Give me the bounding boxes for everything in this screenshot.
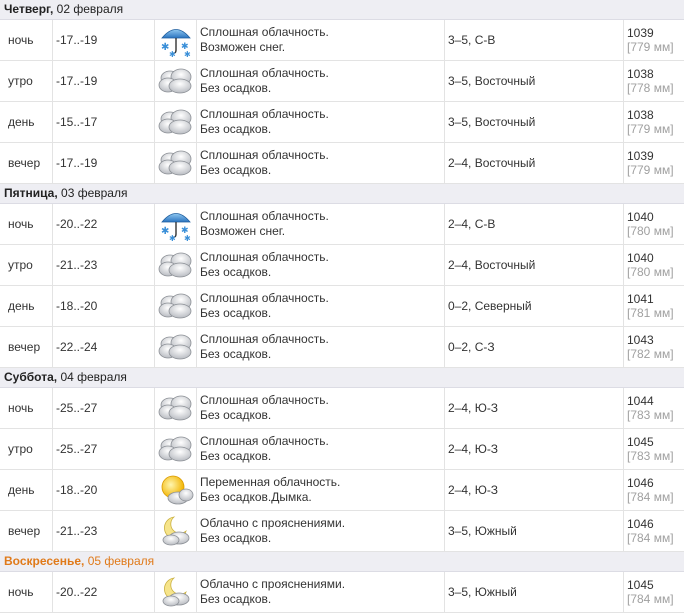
description-line-1: Сплошная облачность. bbox=[200, 250, 329, 264]
day-date: 02 февраля bbox=[56, 2, 124, 16]
pressure bbox=[624, 61, 684, 101]
overcast-cloud-icon bbox=[158, 250, 194, 280]
pressure-hpa: 1038 bbox=[627, 108, 654, 122]
description-line-1: Облачно с прояснениями. bbox=[200, 577, 346, 591]
day-weekday: Четверг, bbox=[4, 2, 54, 16]
pressure bbox=[624, 388, 684, 428]
description-line-2: Возможен снег. bbox=[200, 224, 286, 238]
wind: 3–5, С-В bbox=[445, 20, 624, 60]
time-of-day: утро bbox=[0, 61, 53, 101]
forecast-row bbox=[0, 102, 684, 143]
pressure-mmhg: [779 мм] bbox=[627, 40, 674, 54]
overcast-cloud-icon bbox=[158, 393, 194, 423]
pressure-hpa: 1046 bbox=[627, 517, 654, 531]
pressure bbox=[624, 286, 684, 326]
svg-text:✱: ✱ bbox=[168, 50, 176, 57]
pressure-hpa: 1041 bbox=[627, 292, 654, 306]
overcast-cloud-icon bbox=[158, 291, 194, 321]
description-line-1: Переменная облачность. bbox=[200, 475, 341, 489]
pressure-mmhg: [778 мм] bbox=[627, 81, 674, 95]
pressure-hpa: 1046 bbox=[627, 476, 654, 490]
forecast-row bbox=[0, 572, 684, 613]
time-of-day: вечер bbox=[0, 511, 53, 551]
snow-umbrella-icon bbox=[158, 207, 194, 241]
pressure-hpa: 1039 bbox=[627, 26, 654, 40]
time-of-day: ночь bbox=[0, 204, 53, 244]
temperature: -17..-19 bbox=[53, 61, 155, 101]
description-line-1: Сплошная облачность. bbox=[200, 25, 329, 39]
weather-description bbox=[197, 245, 445, 285]
pressure-mmhg: [779 мм] bbox=[627, 122, 674, 136]
day-date: 04 февраля bbox=[60, 370, 127, 384]
temperature: -17..-19 bbox=[53, 143, 155, 183]
pressure bbox=[624, 429, 684, 469]
weather-description bbox=[197, 511, 445, 551]
time-of-day: день bbox=[0, 470, 53, 510]
pressure-mmhg: [784 мм] bbox=[627, 490, 674, 504]
pressure-mmhg: [782 мм] bbox=[627, 347, 674, 361]
description-line-2: Без осадков. bbox=[200, 122, 272, 136]
pressure-hpa: 1039 bbox=[627, 149, 654, 163]
pressure-hpa: 1045 bbox=[627, 578, 654, 592]
temperature: -15..-17 bbox=[53, 102, 155, 142]
description-line-2: Возможен снег. bbox=[200, 40, 286, 54]
description-line-2: Без осадков. bbox=[200, 449, 272, 463]
description-line-2: Без осадков. bbox=[200, 347, 272, 361]
pressure bbox=[624, 245, 684, 285]
pressure-mmhg: [780 мм] bbox=[627, 265, 674, 279]
wind: 3–5, Южный bbox=[445, 511, 624, 551]
time-of-day: утро bbox=[0, 429, 53, 469]
temperature: -25..-27 bbox=[53, 388, 155, 428]
description-line-2: Без осадков. bbox=[200, 265, 272, 279]
svg-text:✱: ✱ bbox=[168, 234, 176, 241]
wind: 0–2, Северный bbox=[445, 286, 624, 326]
wind: 2–4, Ю-З bbox=[445, 429, 624, 469]
description-line-2: Без осадков.Дымка. bbox=[200, 490, 312, 504]
forecast-row bbox=[0, 327, 684, 368]
description-line-1: Сплошная облачность. bbox=[200, 148, 329, 162]
temperature: -21..-23 bbox=[53, 511, 155, 551]
pressure-hpa: 1040 bbox=[627, 251, 654, 265]
pressure-mmhg: [781 мм] bbox=[627, 306, 674, 320]
pressure-hpa: 1043 bbox=[627, 333, 654, 347]
wind: 2–4, Восточный bbox=[445, 143, 624, 183]
time-of-day: вечер bbox=[0, 327, 53, 367]
wind: 3–5, Восточный bbox=[445, 102, 624, 142]
weather-description bbox=[197, 61, 445, 101]
temperature: -18..-20 bbox=[53, 470, 155, 510]
weather-description bbox=[197, 102, 445, 142]
time-of-day: вечер bbox=[0, 143, 53, 183]
wind: 2–4, С-В bbox=[445, 204, 624, 244]
description-line-2: Без осадков. bbox=[200, 81, 272, 95]
wind: 2–4, Ю-З bbox=[445, 388, 624, 428]
day-weekday: Воскресенье, bbox=[4, 554, 85, 568]
description-line-1: Сплошная облачность. bbox=[200, 332, 329, 346]
day-weekday: Суббота, bbox=[4, 370, 58, 384]
wind: 3–5, Южный bbox=[445, 572, 624, 612]
overcast-cloud-icon bbox=[158, 332, 194, 362]
day-header bbox=[0, 0, 684, 20]
wind: 3–5, Восточный bbox=[445, 61, 624, 101]
pressure bbox=[624, 327, 684, 367]
description-line-1: Сплошная облачность. bbox=[200, 209, 329, 223]
weather-description bbox=[197, 388, 445, 428]
time-of-day: ночь bbox=[0, 572, 53, 612]
weather-description bbox=[197, 470, 445, 510]
wind: 2–4, Ю-З bbox=[445, 470, 624, 510]
overcast-cloud-icon bbox=[158, 434, 194, 464]
pressure-mmhg: [784 мм] bbox=[627, 592, 674, 606]
svg-text:✱: ✱ bbox=[183, 234, 191, 241]
time-of-day: ночь bbox=[0, 388, 53, 428]
pressure bbox=[624, 143, 684, 183]
pressure bbox=[624, 102, 684, 142]
pressure-mmhg: [784 мм] bbox=[627, 531, 674, 545]
weather-description bbox=[197, 429, 445, 469]
temperature: -20..-22 bbox=[53, 572, 155, 612]
forecast-row bbox=[0, 61, 684, 102]
day-date: 03 февраля bbox=[61, 186, 128, 200]
description-line-1: Сплошная облачность. bbox=[200, 393, 329, 407]
weather-description bbox=[197, 572, 445, 612]
moon-cloud-icon bbox=[158, 514, 194, 548]
moon-cloud-icon bbox=[158, 575, 194, 609]
pressure-mmhg: [779 мм] bbox=[627, 163, 674, 177]
forecast-row bbox=[0, 511, 684, 552]
forecast-row bbox=[0, 245, 684, 286]
description-line-2: Без осадков. bbox=[200, 163, 272, 177]
weather-description bbox=[197, 327, 445, 367]
pressure bbox=[624, 572, 684, 612]
forecast-row bbox=[0, 204, 684, 245]
pressure-hpa: 1040 bbox=[627, 210, 654, 224]
pressure bbox=[624, 20, 684, 60]
pressure bbox=[624, 511, 684, 551]
forecast-row bbox=[0, 286, 684, 327]
day-header bbox=[0, 368, 684, 388]
description-line-1: Облачно с прояснениями. bbox=[200, 516, 346, 530]
pressure bbox=[624, 470, 684, 510]
pressure-hpa: 1044 bbox=[627, 394, 654, 408]
day-weekday: Пятница, bbox=[4, 186, 58, 200]
temperature: -20..-22 bbox=[53, 204, 155, 244]
description-line-2: Без осадков. bbox=[200, 592, 272, 606]
weather-description bbox=[197, 143, 445, 183]
overcast-cloud-icon bbox=[158, 107, 194, 137]
overcast-cloud-icon bbox=[158, 148, 194, 178]
temperature: -21..-23 bbox=[53, 245, 155, 285]
temperature: -22..-24 bbox=[53, 327, 155, 367]
description-line-2: Без осадков. bbox=[200, 306, 272, 320]
day-date: 05 февраля bbox=[87, 554, 155, 568]
description-line-1: Сплошная облачность. bbox=[200, 107, 329, 121]
weather-description bbox=[197, 20, 445, 60]
day-header bbox=[0, 184, 684, 204]
time-of-day: утро bbox=[0, 245, 53, 285]
sun-cloud-icon bbox=[158, 473, 194, 507]
weather-description bbox=[197, 204, 445, 244]
snow-umbrella-icon bbox=[158, 23, 194, 57]
description-line-2: Без осадков. bbox=[200, 531, 272, 545]
pressure-hpa: 1038 bbox=[627, 67, 654, 81]
svg-text:✱: ✱ bbox=[183, 50, 191, 57]
forecast-row bbox=[0, 470, 684, 511]
temperature: -25..-27 bbox=[53, 429, 155, 469]
forecast-row bbox=[0, 429, 684, 470]
pressure-hpa: 1045 bbox=[627, 435, 654, 449]
svg-text:✱: ✱ bbox=[180, 42, 189, 52]
time-of-day: ночь bbox=[0, 20, 53, 60]
pressure-mmhg: [783 мм] bbox=[627, 408, 674, 422]
wind: 2–4, Восточный bbox=[445, 245, 624, 285]
temperature: -17..-19 bbox=[53, 20, 155, 60]
wind: 0–2, С-З bbox=[445, 327, 624, 367]
description-line-2: Без осадков. bbox=[200, 408, 272, 422]
weather-description bbox=[197, 286, 445, 326]
day-header bbox=[0, 552, 684, 572]
description-line-1: Сплошная облачность. bbox=[200, 291, 329, 305]
svg-text:✱: ✱ bbox=[160, 226, 169, 237]
temperature: -18..-20 bbox=[53, 286, 155, 326]
pressure-mmhg: [783 мм] bbox=[627, 449, 674, 463]
svg-text:✱: ✱ bbox=[180, 226, 189, 236]
forecast-row bbox=[0, 143, 684, 184]
description-line-1: Сплошная облачность. bbox=[200, 434, 329, 448]
pressure-mmhg: [780 мм] bbox=[627, 224, 674, 238]
svg-text:✱: ✱ bbox=[160, 42, 169, 53]
description-line-1: Сплошная облачность. bbox=[200, 66, 329, 80]
forecast-row bbox=[0, 388, 684, 429]
overcast-cloud-icon bbox=[158, 66, 194, 96]
time-of-day: день bbox=[0, 102, 53, 142]
pressure bbox=[624, 204, 684, 244]
time-of-day: день bbox=[0, 286, 53, 326]
forecast-row bbox=[0, 20, 684, 61]
